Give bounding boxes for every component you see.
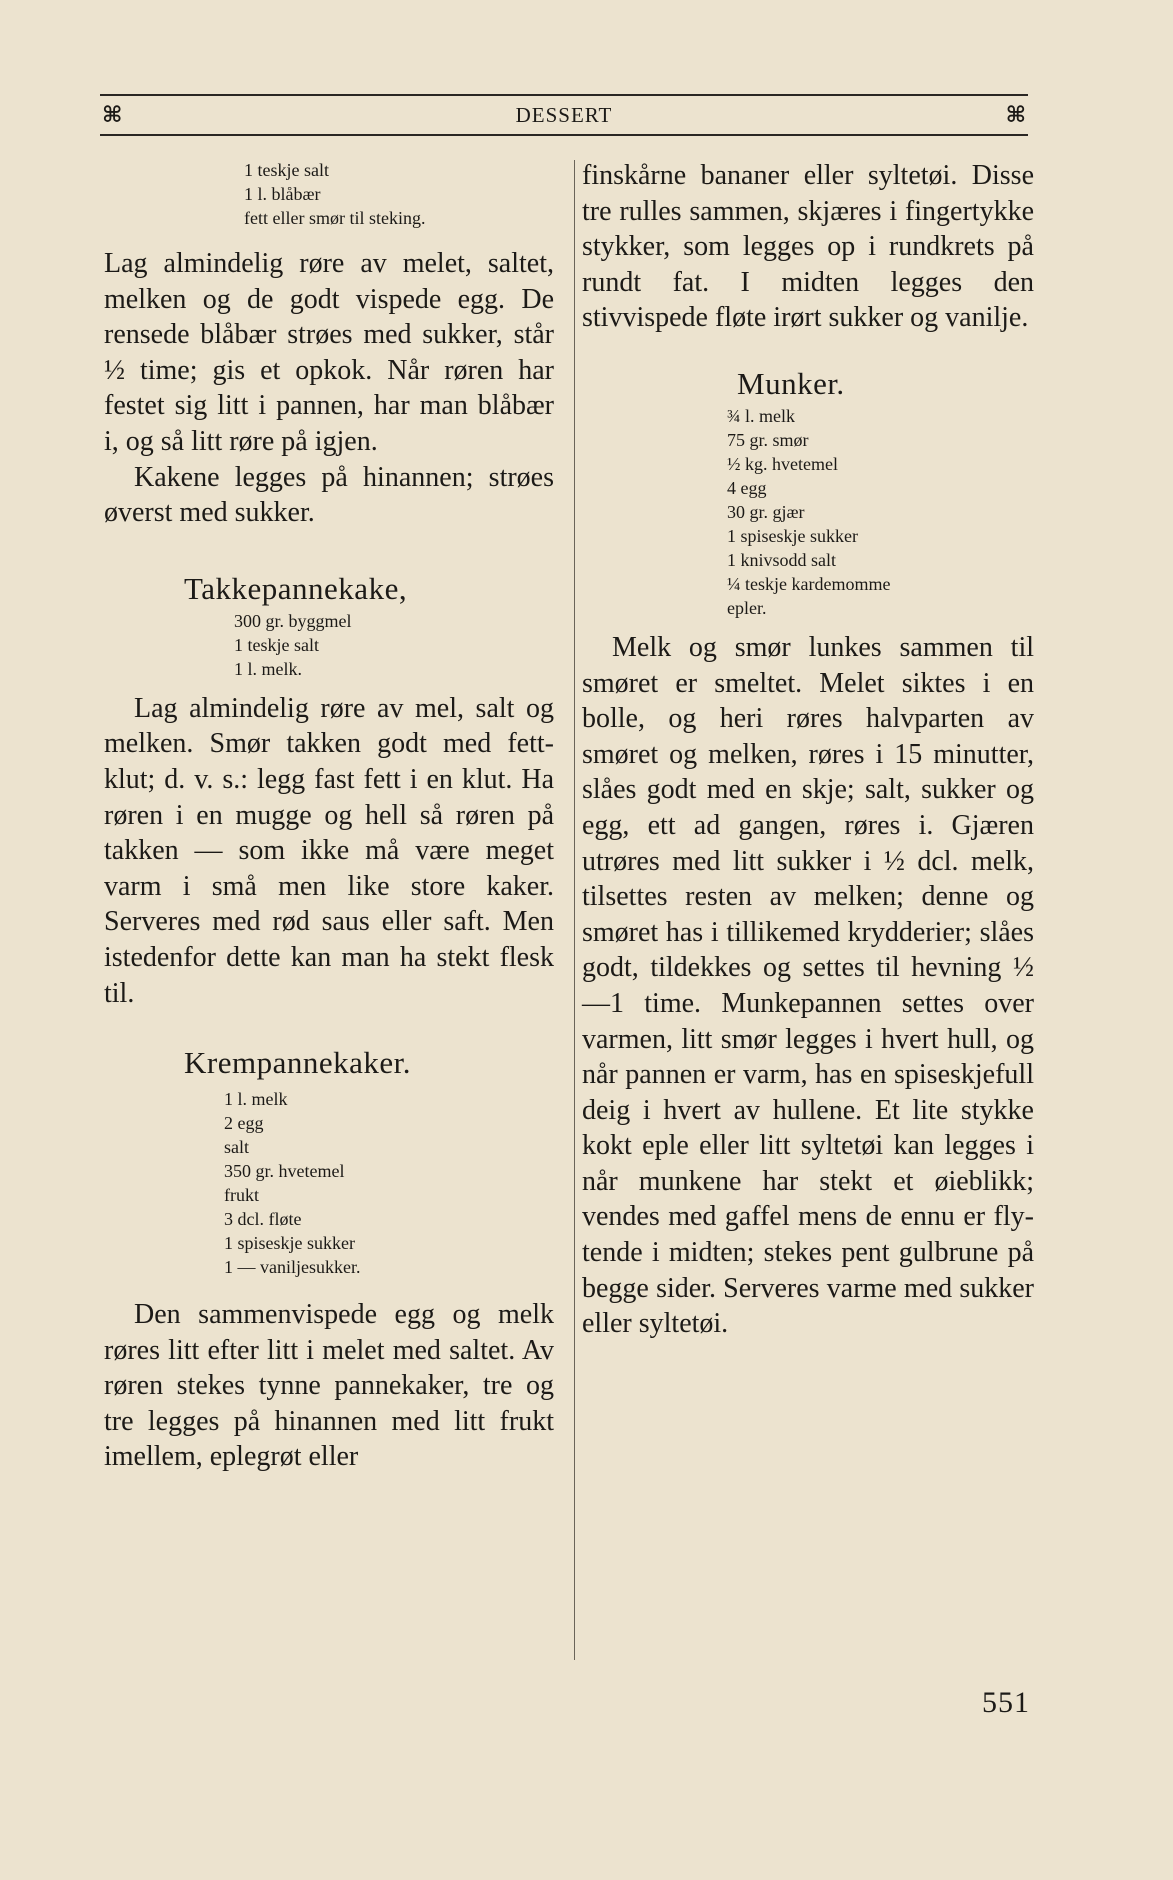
ingredient: 1 spiseskje sukker [224,1233,355,1254]
ingredient: salt [224,1137,249,1158]
section-title: DESSERT [515,103,613,127]
ingredient: ¾ l. melk [727,405,795,426]
ingredient-list-krem [104,1087,554,1279]
recipe-paragraph: Lag almindelig røre av mel, salt og melken. Smør takken godt med fett-klut; d. v. s.: legg fast fett i en klut. Ha røren i en mugge og hell så røren på takken — som ikke må være meget varm i små men like store kaker. Serveres med rød saus eller saft. Men istedenfor dette kan man ha stekt flesk til. [104,692,554,1009]
ingredient: 3 dcl. fløte [224,1209,302,1230]
recipe-heading-takkepannekake: Takkepannekake, [184,570,408,606]
ingredient: ¼ teskje kardemomme [727,573,891,594]
ornament-left-icon: ⌘ [102,102,123,127]
ingredient: 1 — vaniljesukker. [224,1257,361,1278]
recipe-paragraph: Melk og smør lunkes sammen til smøret er smeltet. Melet siktes i en bolle, og heri røres halvparten av smøret og melken, røres i 15 minutter, slåes godt med en skje; salt, sukker og egg, ett ad gangen, røres i. Gjæren utrøres med litt sukker i ½ dcl. melk, tilsettes resten av melken; denne og smøret has i tillikemed krydderier; slåes godt, tildekkes og settes til hevning ½—1 time. Munkepannen settes over varmen, litt smør legges i hvert hull, og når pannen er varm, has en spiseskjefull deig i hvert av hullene. Et lite stykke kokt eple eller litt syltetøi kan legges i når munkene har stekt et øieblikk; vendes med gaffel mens de ennu er flytende i midten; stekes pent gulbrune på begge sider. Serveres varme med sukker eller syltetøi. [582,631,1034,1340]
ingredient: 1 knivsodd salt [727,549,837,570]
recipe-paragraph: Lag almindelig røre av melet, saltet, melken og de godt vispede egg. De rensede blåbær strøes med sukker, står ½ time; gis et opkok. Når røren har festet sig litt i pannen, har man blåbær i, og så litt røre på igjen. [104,248,554,457]
ornament-right-icon: ⌘ [1005,102,1026,127]
ingredient-list-top [104,158,554,230]
recipe-paragraph: Den sammenvispede egg og melk røres litt efter litt i melet med saltet. Av røren stekes tynne pannekaker, tre og tre legges på hinannen med litt frukt imellem, eplegrøt eller [104,1299,554,1473]
ingredient: epler. [727,597,767,618]
ingredient: 350 gr. hvetemel [224,1161,345,1182]
ingredient: 75 gr. smør [727,429,809,450]
ingredient: frukt [224,1185,259,1206]
ingredient: 1 teskje salt [244,160,329,180]
ingredient-list-takke [104,609,554,681]
recipe-paragraph: finskårne bananer eller syltetøi. Disse tre rulles sammen, skjæres i fingertykke stykker, som legges op i rundkrets på rundt fat. I midten legges den stivvispede fløte irørt sukker og vanilje. [582,160,1034,334]
running-head [100,94,1028,136]
ingredient: ½ kg. hvetemel [727,453,838,474]
ingredient: 1 l. melk. [234,658,302,679]
recipe-heading-munker: Munker. [737,365,845,401]
page-number: 551 [982,1686,1030,1719]
left-column [104,158,554,1475]
ingredient: 1 spiseskje sukker [727,525,858,546]
ingredient: 300 gr. byggmel [234,610,352,631]
ingredient: fett eller smør til steking. [244,208,426,228]
ingredient: 2 egg [224,1113,264,1134]
right-column [582,158,1034,1342]
recipe-paragraph: Kakene legges på hinannen; strøes øverst med sukker. [104,461,554,529]
ingredient: 1 l. blåbær [244,184,321,204]
ingredient: 4 egg [727,477,767,498]
ingredient-list-munker [582,404,1034,620]
ingredient: 1 teskje salt [234,634,319,655]
ingredient: 30 gr. gjær [727,501,805,522]
recipe-heading-krempannekaker: Krempannekaker. [184,1045,411,1081]
ingredient: 1 l. melk [224,1089,288,1110]
column-divider [574,160,575,1660]
